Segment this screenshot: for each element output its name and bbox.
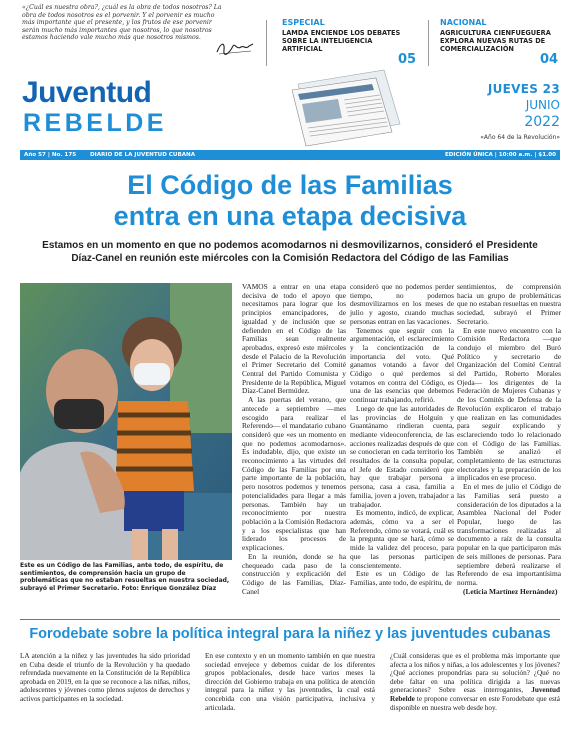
date-month: JUNIO bbox=[525, 98, 560, 112]
paragraph: consideró que no podemos perder tiempo, no podemos desmovilizarnos en los meses de julio y agosto, cuando muchas personas entran en las vacaciones. bbox=[350, 282, 454, 326]
article-photo bbox=[20, 283, 232, 560]
revolution-year: «Año 64 de la Revolución» bbox=[480, 134, 560, 141]
forodebate-column-1: LA atención a la niñez y las juventudes ha sido prioridad en Cuba desde el triunfo de la Revolución y ha quedado refrendada nuevamente en la Constitución de la República aprobada en 2019, en la que se reconoce a las niñas, niños, adolescentes y jóvenes como plenos sujetos de derechos y activos participantes en la sociedad. bbox=[20, 652, 190, 703]
logo-juventud: Juventud bbox=[22, 76, 152, 109]
promo-divider bbox=[428, 20, 429, 66]
promo-page-number: 04 bbox=[540, 52, 559, 67]
paragraph: En el mes de julio el Código de las Familias será puesto a consideración de los diputados a la Asamblea Nacional del Poder Popular, luego de las transformaciones realizadas al documento a raíz de la consulta popular en la que participaron más de seis millones de personas. Para septiembre deberá realizarse el Referendo de esa importantísima norma. bbox=[457, 482, 561, 587]
paragraph: Este es un Código de las Familias, ante todo, de espíritu, de bbox=[350, 569, 454, 587]
edition-price: EDICIÓN ÚNICA | 10:00 a.m. | $1.00 bbox=[444, 152, 556, 158]
newspaper-icon bbox=[288, 66, 406, 148]
forodebate-text: ¿Cuál consideras que es el problema más importante que afecta a los niños y niñas, a los adolescentes y los jóvenes? ¿Qué acciones propondrías para su solución? ¿Qué no debe faltar en una política dirigida a las nuevas generaciones? Sobre esas interrogantes, bbox=[390, 652, 560, 695]
headline-line: entra en una etapa decisiva bbox=[113, 201, 467, 231]
paragraph: A las puertas del verano, que antecede a septiembre —mes escogido para realizar el Referendo— el mandatario cubano consideró que «es un momento en que no podemos acomodarnos». Es indudable, dijo, que existe un reconocimiento a las virtudes del Código de las Familias por una parte importante de la población, pero nosotros podemos y tenemos potencialidades para llegar a más personas. También hay un reconocimiento por nuestra población a la Comisión Redactora y a los especialistas que han liderado los procesos de explicaciones. bbox=[242, 395, 346, 553]
article-column-2 bbox=[350, 283, 454, 588]
forodebate-brand: Juventud Rebelde bbox=[390, 686, 561, 703]
forodebate-column-2: En ese contexto y en un momento también en que nuestra sociedad envejece y debemos cuidar de los diferentes grupos poblacionales, desde hace varios meses la dirección del Gobierno trabaja en una política de atención integral para la niñez y las juventudes, la cual está concebida con una visión participativa, inclusiva y articulada. bbox=[205, 652, 375, 712]
section-divider bbox=[20, 619, 560, 620]
paragraph: Tenemos que seguir con la argumentación, el esclarecimiento y la concientización de la importancia del voto. Qué ganamos votando a favor del Código o qué perdemos si votamos en contra del Código, es una de las esencias que debemos continuar trabajando, refirió. bbox=[350, 325, 454, 405]
masthead-quote: «¿Cuál es nuestra obra?, ¿cuál es la obra de todos nosotros? La obra de todos nosotros es el porvenir. Y el porvenir es mucho más importante que el presente, y los frutos de ese porvenir serán mucho más importantes que nosotros, lo que nosotros estamos haciendo vale mucho más que nosotros mismos. bbox=[22, 4, 222, 42]
promo-title: LAMDA ENCIENDE LOS DEBATES SOBRE LA INTELIGENCIA ARTIFICIAL bbox=[282, 29, 401, 53]
promo-page-number: 05 bbox=[398, 52, 417, 67]
article-deck: Estamos en un momento en que no podemos acomodarnos ni desmovilizarnos, consideró el Presidente Díaz-Canel en reunión este miércoles con la Comisión Redactora del Código de las Familias bbox=[42, 240, 538, 264]
signature-icon bbox=[215, 38, 255, 58]
promo-divider bbox=[266, 20, 267, 66]
logo-rebelde: REBELDE bbox=[23, 109, 167, 137]
forodebate-text-end: te propone conversar en este Forodebate que está disponible en nuestra web desde hoy. bbox=[390, 694, 560, 712]
paragraph: En este nuevo encuentro con la Comisión Redactora —que condujo el miembro del Buró Político y secretario de Organización del Comité Central del Partido, Roberto Morales Ojeda— los dirigentes de la Federación de Mujeres Cubanas y de los Comités de Defensa de la Revolución explicaron el trabajo que realizan en las comunidades para seguir explicando y esclareciendo todo lo relacionado con el Código de las Familias. También se analizó el completamiento de las estructuras electorales y la preparación de los implicados en ese proceso. bbox=[457, 325, 561, 483]
newspaper-tagline: DIARIO DE LA JUVENTUD CUBANA bbox=[90, 152, 196, 158]
forodebate-column-3 bbox=[390, 652, 560, 712]
article-column-3 bbox=[457, 283, 561, 596]
photo-caption: Este es un Código de las Familias, ante todo, de espíritu, de sentimientos, de comprensión hacia un grupo de problemáticas que no estaban resueltas en nuestra sociedad, subrayó el Primer Secretario. Foto: Enrique González Díaz bbox=[20, 562, 230, 592]
headline-line: El Código de las Familias bbox=[127, 170, 453, 200]
forodebate-title: Forodebate sobre la política integral para la niñez y las juventudes cubanas bbox=[29, 626, 551, 642]
date-weekday: JUEVES 23 bbox=[487, 82, 560, 96]
paragraph: VAMOS a entrar en una etapa decisiva de todo el apoyo que necesitamos para lograr que los principios emancipadores, de igualdad y de inclusión que se defienden en el Código de las Familias sean realmente aprobados, expresó este miércoles desde el Palacio de la Revolución el Primer Secretario del Comité Central del Partido Comunista y Presidente de la República, Miguel Díaz-Canel Bermúdez. bbox=[242, 282, 346, 396]
paragraph: En la reunión, donde se ha chequeado cada paso de la construcción y explicación del Código de las Familias, Díaz-Canel bbox=[242, 551, 346, 596]
date-year: 2022 bbox=[524, 114, 560, 130]
edition-info-bar bbox=[20, 150, 560, 160]
issue-number: Año 57 | No. 175 bbox=[24, 152, 77, 158]
article-column-1 bbox=[242, 283, 346, 596]
promo-category: ESPECIAL bbox=[282, 18, 325, 27]
promo-category: NACIONAL bbox=[440, 18, 487, 27]
promo-nacional[interactable] bbox=[440, 18, 564, 53]
promo-title: AGRICULTURA CIENFUEGUERA EXPLORA NUEVAS RUTAS DE COMERCIALIZACIÓN bbox=[440, 29, 551, 53]
promo-especial[interactable] bbox=[282, 18, 412, 53]
paragraph: Es momento, indicó, de explicar, además, cómo va a ser el Referendo, cómo se votará, cuál es la pregunta que se hará, cómo se mide la validez del proceso, para que las personas participen conscientemente. bbox=[350, 508, 454, 570]
paragraph: sentimientos, de comprensión hacia un grupo de problemáticas que no estaban resueltas en nuestra sociedad, subrayó el Primer Secretario. bbox=[457, 282, 561, 326]
paragraph: Luego de que las autoridades de las provincias de Holguín y Guantánamo rindieran cuenta, mediante videoconferencia, de las acciones realizadas después de que se conocieran en cada territorio los resultados de la consulta popular, el Jefe de Estado consideró que hay que trabajar persona a persona, casa a casa, familia a familia, joven a joven, trabajador a trabajador. bbox=[350, 403, 454, 509]
article-author: (Leticia Martínez Hernández) bbox=[463, 586, 558, 596]
main-headline bbox=[20, 170, 560, 232]
